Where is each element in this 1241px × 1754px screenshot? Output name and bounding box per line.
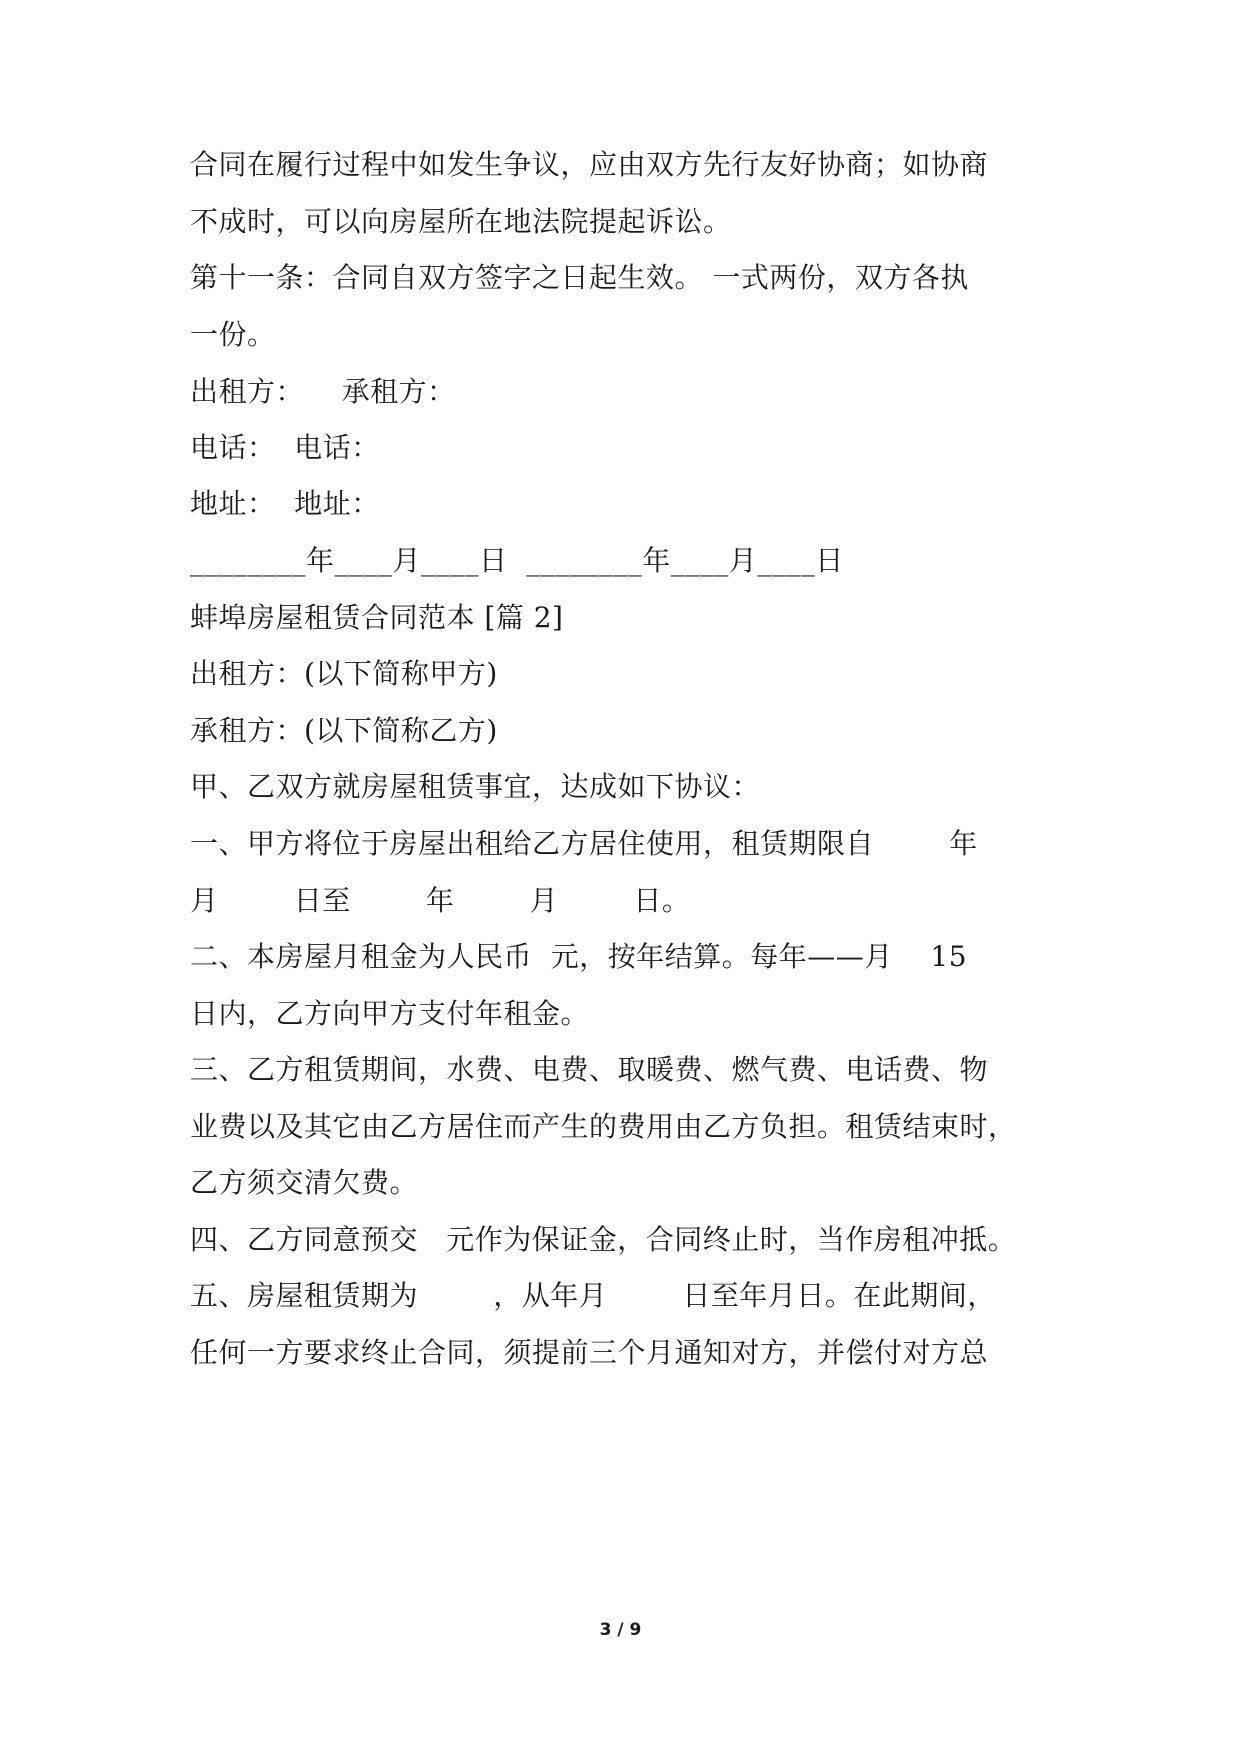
body-line: 四、乙方同意预交 元作为保证金，合同终止时，当作房租冲抵。: [190, 1223, 1017, 1256]
body-line: 三、乙方租赁期间，水费、电费、取暖费、燃气费、电话费、物: [190, 1053, 989, 1086]
body-line: 出租方：(以下简称甲方): [190, 657, 498, 690]
body-line: 一份。: [190, 318, 276, 351]
body-line: 五、房屋租赁期为 ，从年月 日至年月日。在此期间，: [190, 1279, 996, 1312]
body-line: 甲、乙双方就房屋租赁事宜，达成如下协议：: [190, 770, 761, 803]
body-line: 第十一条：合同自双方签字之日起生效。 一式两份，双方各执: [190, 261, 969, 294]
body-line: 业费以及其它由乙方居住而产生的费用由乙方负担。租赁结束时，: [190, 1110, 1017, 1143]
body-line: 二、本房屋月租金为人民币 元，按年结算。每年——月 15: [190, 940, 968, 973]
body-line: 合同在履行过程中如发生争议，应由双方先行友好协商；如协商: [190, 148, 989, 181]
body-line: 电话： 电话：: [190, 431, 380, 464]
page-number: 3 / 9: [599, 1620, 642, 1640]
body-line: 不成时，可以向房屋所在地法院提起诉讼。: [190, 205, 732, 238]
date-line: ________年____月____日 ________年____月____日: [190, 544, 844, 577]
body-line: 任何一方要求终止合同，须提前三个月通知对方，并偿付对方总: [190, 1336, 989, 1369]
body-line: 日内，乙方向甲方支付年租金。: [190, 997, 590, 1030]
body-line: 地址： 地址：: [190, 487, 380, 520]
body-line: 一、甲方将位于房屋出租给乙方居住使用，租赁期限自 年: [190, 827, 978, 860]
body-line: 承租方：(以下简称乙方): [190, 714, 498, 747]
body-line: 出租方： 承租方：: [190, 375, 456, 408]
body-line: 月 日至 年 月 日。: [190, 884, 691, 917]
body-line: 乙方须交清欠费。: [190, 1166, 419, 1199]
section-heading: 蚌埠房屋租赁合同范本 [篇 2]: [190, 601, 564, 634]
